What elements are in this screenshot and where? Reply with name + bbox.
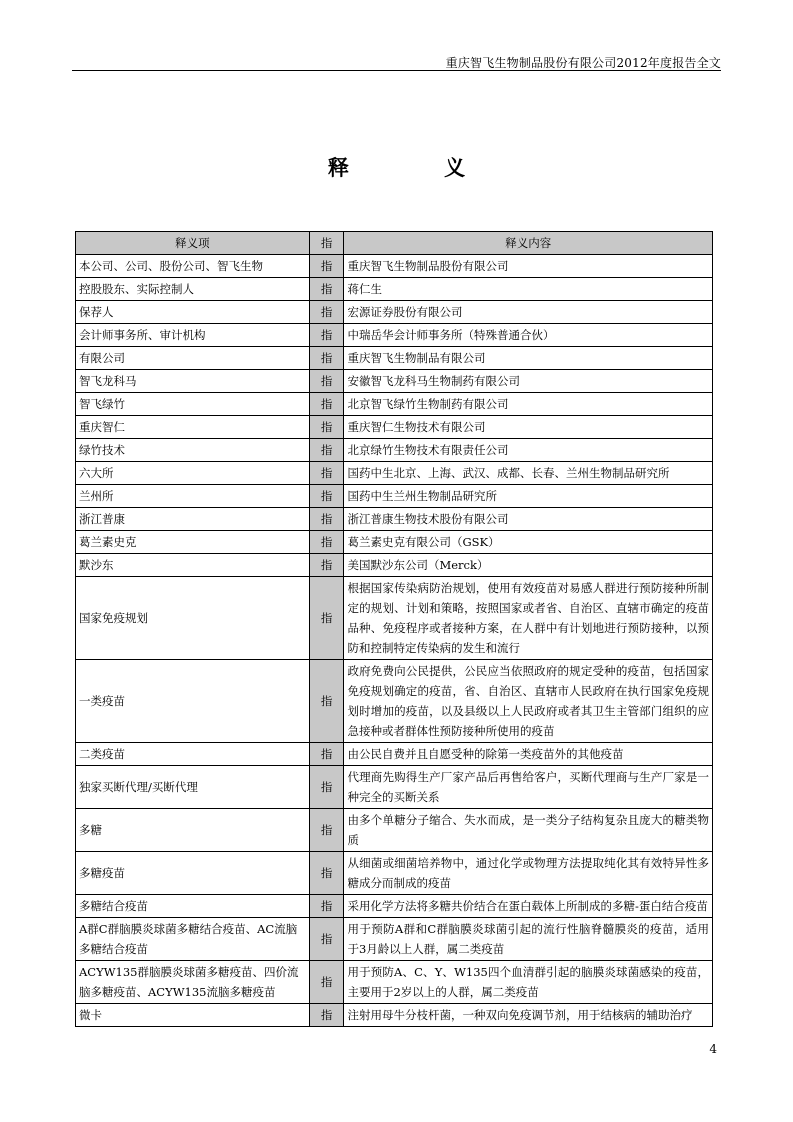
table-row — [76, 895, 713, 918]
term-cell: 控股股东、实际控制人 — [76, 278, 310, 301]
definition-cell: 注射用母牛分枝杆菌，一种双向免疫调节剂，用于结核病的辅助治疗 — [344, 1004, 713, 1027]
term-cell: 绿竹技术 — [76, 439, 310, 462]
term-cell: 浙江普康 — [76, 508, 310, 531]
definition-cell: 北京绿竹生物技术有限责任公司 — [344, 439, 713, 462]
term-cell: 微卡 — [76, 1004, 310, 1027]
ref-cell: 指 — [309, 554, 344, 577]
table-row — [76, 439, 713, 462]
table-row — [76, 278, 713, 301]
definition-cell: 国药中生兰州生物制品研究所 — [344, 485, 713, 508]
table-row — [76, 660, 713, 743]
ref-cell: 指 — [309, 577, 344, 660]
column-header-definition: 释义内容 — [344, 232, 713, 255]
definition-cell: 宏源证券股份有限公司 — [344, 301, 713, 324]
ref-cell: 指 — [309, 301, 344, 324]
ref-cell: 指 — [309, 439, 344, 462]
table-row — [76, 577, 713, 660]
table-row — [76, 852, 713, 895]
table-row — [76, 531, 713, 554]
definition-cell: 浙江普康生物技术股份有限公司 — [344, 508, 713, 531]
column-header-term: 释义项 — [76, 232, 310, 255]
table-row — [76, 743, 713, 766]
term-cell: 有限公司 — [76, 347, 310, 370]
ref-cell: 指 — [309, 809, 344, 852]
definition-cell: 政府免费向公民提供，公民应当依照政府的规定受种的疫苗，包括国家免疫规划确定的疫苗，省、自治区、直辖市人民政府在执行国家免疫规划时增加的疫苗，以及县级以上人民政府或者其卫生主管部门组织的应急接种或者群体性预防接种所使用的疫苗 — [344, 660, 713, 743]
term-cell: 会计师事务所、审计机构 — [76, 324, 310, 347]
ref-cell: 指 — [309, 416, 344, 439]
ref-cell: 指 — [309, 1004, 344, 1027]
definition-cell: 重庆智飞生物制品有限公司 — [344, 347, 713, 370]
table-row — [76, 462, 713, 485]
header-title: 重庆智飞生物制品股份有限公司2012年度报告全文 — [445, 56, 721, 70]
term-cell: 葛兰素史克 — [76, 531, 310, 554]
ref-cell: 指 — [309, 961, 344, 1004]
table-row — [76, 347, 713, 370]
table-header-row — [76, 232, 713, 255]
ref-cell: 指 — [309, 393, 344, 416]
table-row — [76, 809, 713, 852]
definition-cell: 由多个单糖分子缩合、失水而成，是一类分子结构复杂且庞大的糖类物质 — [344, 809, 713, 852]
ref-cell: 指 — [309, 660, 344, 743]
definition-cell: 蒋仁生 — [344, 278, 713, 301]
ref-cell: 指 — [309, 766, 344, 809]
table-row — [76, 370, 713, 393]
term-cell: 独家买断代理/买断代理 — [76, 766, 310, 809]
term-cell: 默沙东 — [76, 554, 310, 577]
ref-cell: 指 — [309, 918, 344, 961]
page-number: 4 — [709, 1042, 717, 1056]
table-row — [76, 918, 713, 961]
definition-cell: 北京智飞绿竹生物制药有限公司 — [344, 393, 713, 416]
table-row — [76, 416, 713, 439]
term-cell: 国家免疫规划 — [76, 577, 310, 660]
table-row — [76, 393, 713, 416]
table-row — [76, 508, 713, 531]
term-cell: 多糖 — [76, 809, 310, 852]
definition-cell: 重庆智仁生物技术有限公司 — [344, 416, 713, 439]
definition-cell: 重庆智飞生物制品股份有限公司 — [344, 255, 713, 278]
definition-cell: 安徽智飞龙科马生物制药有限公司 — [344, 370, 713, 393]
term-cell: 多糖结合疫苗 — [76, 895, 310, 918]
definition-cell: 采用化学方法将多糖共价结合在蛋白载体上所制成的多糖-蛋白结合疫苗 — [344, 895, 713, 918]
term-cell: 一类疫苗 — [76, 660, 310, 743]
term-cell: 保荐人 — [76, 301, 310, 324]
term-cell: 重庆智仁 — [76, 416, 310, 439]
page-header — [72, 48, 721, 71]
table-row — [76, 1004, 713, 1027]
table-row — [76, 255, 713, 278]
table-row — [76, 554, 713, 577]
term-cell: 二类疫苗 — [76, 743, 310, 766]
definition-cell: 美国默沙东公司（Merck） — [344, 554, 713, 577]
definition-cell: 由公民自费并且自愿受种的除第一类疫苗外的其他疫苗 — [344, 743, 713, 766]
definition-cell: 中瑞岳华会计师事务所（特殊普通合伙） — [344, 324, 713, 347]
definition-cell: 国药中生北京、上海、武汉、成都、长春、兰州生物制品研究所 — [344, 462, 713, 485]
definition-cell: 葛兰素史克有限公司（GSK） — [344, 531, 713, 554]
term-cell: 智飞龙科马 — [76, 370, 310, 393]
ref-cell: 指 — [309, 255, 344, 278]
table-row — [76, 961, 713, 1004]
ref-cell: 指 — [309, 531, 344, 554]
table-row — [76, 766, 713, 809]
ref-cell: 指 — [309, 895, 344, 918]
ref-cell: 指 — [309, 485, 344, 508]
definitions-table — [75, 231, 713, 1027]
ref-cell: 指 — [309, 462, 344, 485]
term-cell: 多糖疫苗 — [76, 852, 310, 895]
definition-cell: 代理商先购得生产厂家产品后再售给客户，买断代理商与生产厂家是一种完全的买断关系 — [344, 766, 713, 809]
term-cell: 智飞绿竹 — [76, 393, 310, 416]
table-row — [76, 301, 713, 324]
ref-cell: 指 — [309, 278, 344, 301]
term-cell: ACYW135群脑膜炎球菌多糖疫苗、四价流脑多糖疫苗、ACYW135流脑多糖疫苗 — [76, 961, 310, 1004]
ref-cell: 指 — [309, 347, 344, 370]
column-header-ref: 指 — [309, 232, 344, 255]
definition-cell: 根据国家传染病防治规划，使用有效疫苗对易感人群进行预防接种所制定的规划、计划和策略，按照国家或者省、自治区、直辖市确定的疫苗品种、免疫程序或者接种方案，在人群中有计划地进行预防接种，以预防和控制特定传染病的发生和流行 — [344, 577, 713, 660]
term-cell: 六大所 — [76, 462, 310, 485]
definition-cell: 从细菌或细菌培养物中，通过化学或物理方法提取纯化其有效特异性多糖成分而制成的疫苗 — [344, 852, 713, 895]
page-title: 释 义 — [327, 155, 510, 180]
ref-cell: 指 — [309, 370, 344, 393]
ref-cell: 指 — [309, 324, 344, 347]
ref-cell: 指 — [309, 852, 344, 895]
term-cell: 本公司、公司、股份公司、智飞生物 — [76, 255, 310, 278]
definition-cell: 用于预防A、C、Y、W135四个血清群引起的脑膜炎球菌感染的疫苗，主要用于2岁以上的人群，属二类疫苗 — [344, 961, 713, 1004]
table-row — [76, 485, 713, 508]
term-cell: A群C群脑膜炎球菌多糖结合疫苗、AC流脑多糖结合疫苗 — [76, 918, 310, 961]
table-row — [76, 324, 713, 347]
ref-cell: 指 — [309, 508, 344, 531]
ref-cell: 指 — [309, 743, 344, 766]
term-cell: 兰州所 — [76, 485, 310, 508]
definition-cell: 用于预防A群和C群脑膜炎球菌引起的流行性脑脊髓膜炎的疫苗，适用于3月龄以上人群，属二类疫苗 — [344, 918, 713, 961]
